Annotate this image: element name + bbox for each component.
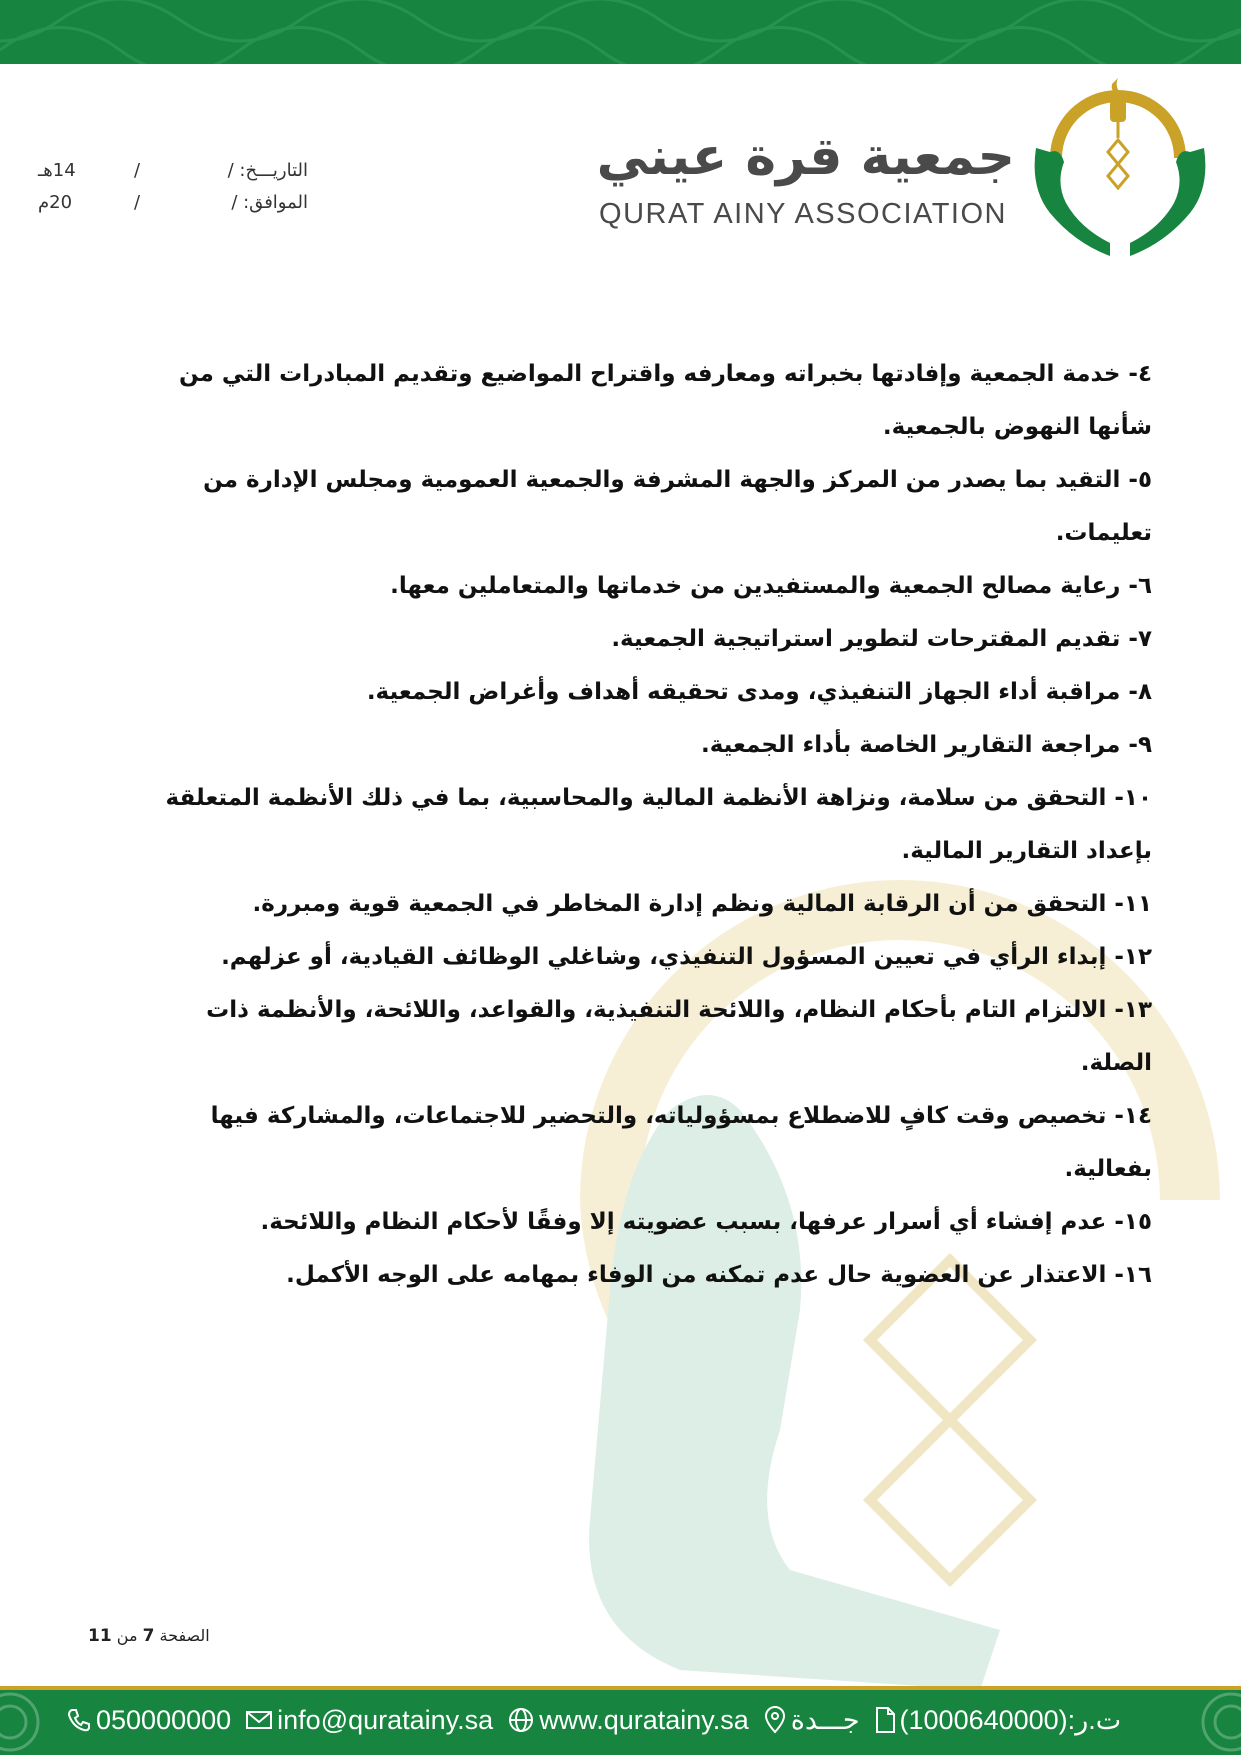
list-item: ١٤- تخصيص وقت كافٍ للاضطلاع بمسؤولياته، والتحضير للاجتماعات، والمشاركة فيها بفعالية. — [210, 1103, 1152, 1182]
page-number — [88, 1626, 308, 1646]
list-item: ١٣- الالتزام التام بأحكام النظام، واللائحة التنفيذية، والقواعد، واللائحة، والأنظمة ذات الصلة. — [206, 997, 1152, 1076]
list-item: ٦- رعاية مصالح الجمعية والمستفيدين من خدماتها والمتعاملين معها. — [390, 573, 1152, 599]
footer-location — [763, 1705, 860, 1736]
logo-arabic-name: جمعية قرة عيني — [596, 127, 1015, 187]
footer-gold-line — [0, 1686, 1241, 1690]
page-of: من — [116, 1626, 138, 1645]
globe-icon — [507, 1706, 535, 1734]
footer-registration — [874, 1705, 1122, 1736]
date-block — [38, 160, 308, 224]
list-item: ١٥- عدم إفشاء أي أسرار عرفها، بسبب عضويته إلا وفقًا لأحكام النظام واللائحة. — [260, 1209, 1152, 1235]
list-item: ١٢- إبداء الرأي في تعيين المسؤول التنفيذي، وشاغلي الوظائف القيادية، أو عزلهم. — [221, 944, 1152, 970]
footer-email[interactable] — [245, 1705, 493, 1736]
list-item: ٤- خدمة الجمعية وإفادتها بخبراته ومعارفه واقتراح المواضيع وتقديم المبادرات التي من شأنها النهوض بالجمعية. — [178, 361, 1152, 440]
header-pattern — [0, 0, 1241, 64]
gregorian-date-year: 20م — [38, 192, 73, 213]
page-current: 7 — [142, 1626, 155, 1646]
location-pin-icon — [763, 1706, 787, 1734]
list-item: ١٠- التحقق من سلامة، ونزاهة الأنظمة المالية والمحاسبية، بما في ذلك الأنظمة المتعلقة بإعداد التقارير المالية. — [165, 785, 1152, 864]
footer-phone[interactable] — [66, 1705, 231, 1736]
gregorian-date-row — [38, 192, 308, 224]
hijri-date-year: 14هـ — [38, 160, 76, 181]
registration-number: (1000640000):ت.ر — [899, 1704, 1122, 1735]
city-name: جـــدة — [790, 1704, 860, 1735]
phone-number: 050000000 — [96, 1704, 232, 1735]
footer-contacts — [66, 1700, 1135, 1740]
list-item: ٧- تقديم المقترحات لتطوير استراتيجية الجمعية. — [611, 626, 1152, 652]
phone-icon — [66, 1707, 92, 1733]
hijri-date-separator: / — [134, 160, 141, 181]
page-total: 11 — [88, 1626, 112, 1646]
gregorian-date-label: الموافق: / — [231, 192, 308, 213]
list-item: ١٦- الاعتذار عن العضوية حال عدم تمكنه من الوفاء بمهامه على الوجه الأكمل. — [286, 1262, 1152, 1288]
footer-pattern-right — [1181, 1690, 1241, 1755]
hijri-date-label: التاريـــخ: / — [227, 160, 308, 181]
association-logo-icon — [1030, 78, 1210, 260]
list-item: ٩- مراجعة التقارير الخاصة بأداء الجمعية. — [700, 732, 1152, 758]
hijri-date-row — [38, 160, 308, 192]
footer-pattern-left — [0, 1690, 60, 1755]
footer-website[interactable] — [507, 1705, 749, 1736]
header-band — [0, 0, 1241, 64]
gregorian-date-separator: / — [134, 192, 141, 213]
list-item: ٨- مراقبة أداء الجهاز التنفيذي، ومدى تحقيقه أهداف وأغراض الجمعية. — [366, 679, 1152, 705]
list-item: ١١- التحقق من أن الرقابة المالية ونظم إدارة المخاطر في الجمعية قوية ومبررة. — [252, 891, 1152, 917]
logo-english-name: QURAT AINY ASSOCIATION — [599, 198, 1007, 230]
list-item: ٥- التقيد بما يصدر من المركز والجهة المشرفة والجمعية العمومية ومجلس الإدارة من تعليمات. — [203, 467, 1152, 546]
document-icon — [874, 1706, 896, 1734]
email-address: info@quratainy.sa — [277, 1704, 494, 1735]
mail-icon — [245, 1708, 273, 1732]
website-url: www.quratainy.sa — [539, 1704, 749, 1735]
page-label: الصفحة — [159, 1626, 210, 1645]
duties-list — [130, 348, 1152, 1302]
